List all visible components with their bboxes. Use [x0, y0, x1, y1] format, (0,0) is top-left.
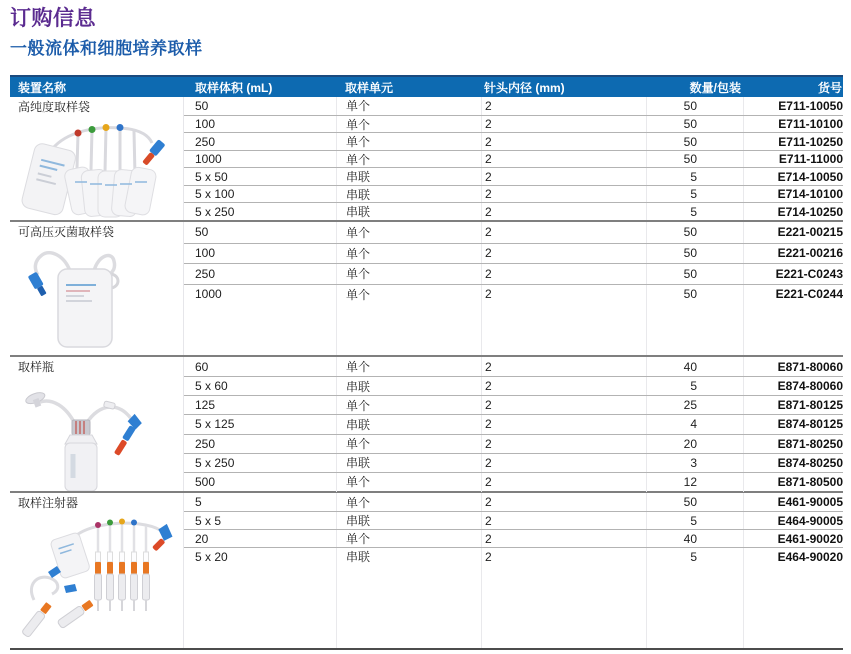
- cell-needle-id: 2: [481, 203, 646, 220]
- section-rows: [184, 222, 843, 355]
- table-row: [184, 493, 843, 511]
- column-header-qty-per-pack: 数量/包装: [689, 80, 741, 95]
- cell-needle-id: 2: [481, 473, 646, 491]
- filler-cell: [646, 565, 743, 648]
- cell-sample-volume: 250: [195, 266, 216, 281]
- cell-qty-per-pack: 25: [646, 396, 743, 414]
- cell-sample-volume: 5 x 100: [195, 187, 235, 202]
- cell-qty-per-pack: 40: [646, 530, 743, 547]
- cell-sampling-unit: 单个: [336, 357, 481, 376]
- cell-catalog-number: E711-10250: [743, 133, 843, 150]
- table-row: [184, 263, 843, 284]
- section-rows: [184, 357, 843, 491]
- device-name: 取样瓶: [18, 360, 55, 374]
- cell-sample-volume: 500: [195, 474, 216, 489]
- cell-needle-id: 2: [481, 530, 646, 547]
- section-filler: [184, 304, 843, 355]
- cell-sampling-unit: 串联: [336, 454, 481, 472]
- table-row: [184, 115, 843, 133]
- cell-qty-per-pack: 5: [646, 186, 743, 203]
- sampling-bottle-photo: [20, 376, 168, 491]
- table-row: [184, 222, 843, 243]
- cell-qty-per-pack: 50: [646, 133, 743, 150]
- cell-sampling-unit: 单个: [336, 222, 481, 243]
- cell-catalog-number: E221-00215: [743, 222, 843, 243]
- cell-sampling-unit: 串联: [336, 512, 481, 529]
- cell-sampling-unit: 单个: [336, 97, 481, 115]
- cell-qty-per-pack: 50: [646, 97, 743, 115]
- column-header-needle-id: 针头内径 (mm): [484, 80, 565, 95]
- device-section: [10, 357, 843, 493]
- cell-sampling-unit: 串联: [336, 168, 481, 185]
- filler-cell: [336, 565, 481, 648]
- cell-qty-per-pack: 50: [646, 244, 743, 264]
- table-body: [10, 97, 843, 650]
- column-header-device-name: 装置名称: [18, 80, 67, 95]
- cell-sampling-unit: 串联: [336, 415, 481, 433]
- page-subtitle: 一般流体和细胞培养取样: [10, 39, 203, 58]
- cell-qty-per-pack: 50: [646, 264, 743, 284]
- cell-needle-id: 2: [481, 285, 646, 305]
- cell-sample-volume: 50: [195, 98, 209, 113]
- sampling-syringes-photo: [20, 512, 182, 648]
- filler-cell: [481, 304, 646, 355]
- table-row: [184, 185, 843, 203]
- cell-needle-id: 2: [481, 415, 646, 433]
- cell-catalog-number: E221-00216: [743, 244, 843, 264]
- cell-needle-id: 2: [481, 244, 646, 264]
- cell-needle-id: 2: [481, 396, 646, 414]
- cell-needle-id: 2: [481, 186, 646, 203]
- column-header-sampling-unit: 取样单元: [345, 80, 394, 95]
- cell-sampling-unit: 单个: [336, 244, 481, 264]
- cell-catalog-number: E221-C0243: [743, 264, 843, 284]
- cell-sampling-unit: 单个: [336, 151, 481, 168]
- table-row: [184, 453, 843, 472]
- cell-catalog-number: E714-10050: [743, 168, 843, 185]
- ordering-table: [10, 75, 843, 650]
- table-row: [184, 547, 843, 565]
- cell-needle-id: 2: [481, 222, 646, 243]
- cell-sample-volume: 20: [195, 531, 209, 546]
- cell-qty-per-pack: 5: [646, 548, 743, 565]
- cell-catalog-number: E711-11000: [743, 151, 843, 168]
- cell-sampling-unit: 串联: [336, 548, 481, 565]
- cell-needle-id: 2: [481, 357, 646, 376]
- cell-sampling-unit: 单个: [336, 264, 481, 284]
- column-header-catalog-number: 货号: [817, 80, 842, 95]
- cell-sampling-unit: 单个: [336, 116, 481, 133]
- table-row: [184, 434, 843, 453]
- device-cell: [10, 493, 184, 648]
- cell-qty-per-pack: 50: [646, 151, 743, 168]
- cell-needle-id: 2: [481, 493, 646, 511]
- section-filler: [184, 565, 843, 648]
- cell-needle-id: 2: [481, 377, 646, 395]
- cell-catalog-number: E711-10100: [743, 116, 843, 133]
- cell-sample-volume: 5 x 250: [195, 204, 235, 219]
- cell-catalog-number: E871-80500: [743, 473, 843, 491]
- cell-sampling-unit: 单个: [336, 493, 481, 511]
- cell-sample-volume: 100: [195, 117, 216, 132]
- cell-catalog-number: E711-10050: [743, 97, 843, 115]
- cell-sampling-unit: 单个: [336, 435, 481, 453]
- cell-catalog-number: E714-10250: [743, 203, 843, 220]
- cell-sampling-unit: 单个: [336, 530, 481, 547]
- page-title: 订购信息: [10, 7, 96, 30]
- cell-needle-id: 2: [481, 168, 646, 185]
- cell-qty-per-pack: 3: [646, 454, 743, 472]
- device-cell: [10, 357, 184, 491]
- filler-cell: [743, 304, 843, 355]
- table-row: [184, 97, 843, 115]
- device-name: 可高压灭菌取样袋: [18, 225, 115, 239]
- cell-qty-per-pack: 5: [646, 203, 743, 220]
- cell-sample-volume: 1000: [195, 287, 222, 302]
- cell-qty-per-pack: 5: [646, 512, 743, 529]
- table-row: [184, 132, 843, 150]
- cell-sample-volume: 5 x 60: [195, 379, 228, 394]
- filler-cell: [646, 304, 743, 355]
- filler-cell: [184, 304, 336, 355]
- cell-catalog-number: E464-90020: [743, 548, 843, 565]
- cell-qty-per-pack: 50: [646, 116, 743, 133]
- cell-sample-volume: 50: [195, 225, 209, 240]
- cell-sample-volume: 5 x 5: [195, 513, 222, 528]
- filler-cell: [336, 304, 481, 355]
- section-rows: [184, 97, 843, 220]
- cell-qty-per-pack: 50: [646, 493, 743, 511]
- cell-needle-id: 2: [481, 133, 646, 150]
- table-row: [184, 150, 843, 168]
- cell-qty-per-pack: 50: [646, 285, 743, 305]
- device-section: [10, 97, 843, 222]
- table-row: [184, 167, 843, 185]
- cell-needle-id: 2: [481, 116, 646, 133]
- cell-catalog-number: E714-10100: [743, 186, 843, 203]
- device-cell: [10, 97, 184, 220]
- cell-needle-id: 2: [481, 512, 646, 529]
- cell-sampling-unit: 串联: [336, 203, 481, 220]
- cell-sample-volume: 5 x 125: [195, 417, 235, 432]
- filler-cell: [743, 565, 843, 648]
- cell-sample-volume: 250: [195, 134, 216, 149]
- table-row: [184, 414, 843, 433]
- cell-sample-volume: 5 x 50: [195, 169, 228, 184]
- cell-qty-per-pack: 12: [646, 473, 743, 491]
- table-row: [184, 243, 843, 264]
- section-rows: [184, 493, 843, 648]
- cell-needle-id: 2: [481, 435, 646, 453]
- column-header-sample-volume: 取样体积 (mL): [195, 80, 273, 95]
- cell-qty-per-pack: 4: [646, 415, 743, 433]
- table-row: [184, 202, 843, 220]
- cell-catalog-number: E464-90005: [743, 512, 843, 529]
- cell-needle-id: 2: [481, 151, 646, 168]
- cell-catalog-number: E871-80060: [743, 357, 843, 376]
- cell-qty-per-pack: 5: [646, 168, 743, 185]
- cell-sample-volume: 1000: [195, 152, 222, 167]
- high-purity-sampling-bags-photo: [20, 116, 178, 218]
- cell-sampling-unit: 串联: [336, 377, 481, 395]
- cell-needle-id: 2: [481, 264, 646, 284]
- cell-qty-per-pack: 50: [646, 222, 743, 243]
- cell-sample-volume: 60: [195, 359, 209, 374]
- cell-sampling-unit: 单个: [336, 285, 481, 305]
- cell-needle-id: 2: [481, 97, 646, 115]
- cell-qty-per-pack: 20: [646, 435, 743, 453]
- cell-sampling-unit: 单个: [336, 396, 481, 414]
- cell-sample-volume: 125: [195, 398, 216, 413]
- cell-qty-per-pack: 5: [646, 377, 743, 395]
- cell-sample-volume: 250: [195, 436, 216, 451]
- cell-catalog-number: E221-C0244: [743, 285, 843, 305]
- cell-sample-volume: 5 x 250: [195, 455, 235, 470]
- cell-sampling-unit: 串联: [336, 186, 481, 203]
- filler-cell: [481, 565, 646, 648]
- cell-sampling-unit: 单个: [336, 473, 481, 491]
- device-section: [10, 493, 843, 650]
- cell-qty-per-pack: 40: [646, 357, 743, 376]
- cell-catalog-number: E461-90020: [743, 530, 843, 547]
- cell-catalog-number: E874-80060: [743, 377, 843, 395]
- device-name: 高纯度取样袋: [18, 100, 91, 114]
- cell-sample-volume: 100: [195, 246, 216, 261]
- cell-needle-id: 2: [481, 548, 646, 565]
- table-row: [184, 529, 843, 547]
- cell-sampling-unit: 单个: [336, 133, 481, 150]
- cell-sample-volume: 5 x 20: [195, 549, 228, 564]
- cell-catalog-number: E871-80250: [743, 435, 843, 453]
- autoclavable-sampling-bag-photo: [20, 241, 140, 349]
- cell-catalog-number: E871-80125: [743, 396, 843, 414]
- cell-catalog-number: E461-90005: [743, 493, 843, 511]
- device-cell: [10, 222, 184, 355]
- cell-catalog-number: E874-80125: [743, 415, 843, 433]
- table-row: [184, 357, 843, 376]
- table-header-row: [10, 75, 843, 97]
- table-row: [184, 472, 843, 491]
- filler-cell: [184, 565, 336, 648]
- table-row: [184, 395, 843, 414]
- cell-catalog-number: E874-80250: [743, 454, 843, 472]
- cell-sample-volume: 5: [195, 495, 202, 509]
- cell-needle-id: 2: [481, 454, 646, 472]
- table-row: [184, 511, 843, 529]
- device-section: [10, 222, 843, 357]
- device-name: 取样注射器: [18, 496, 79, 510]
- table-row: [184, 284, 843, 305]
- table-row: [184, 376, 843, 395]
